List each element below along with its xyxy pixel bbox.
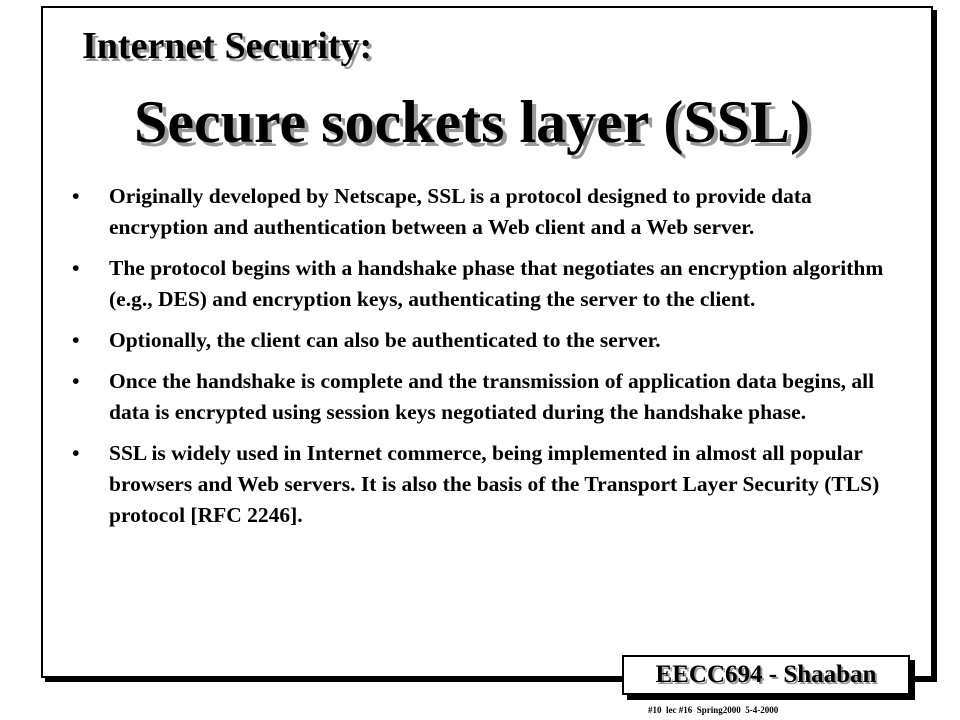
- bullet-item: [72, 181, 912, 243]
- bullet-list: [72, 181, 912, 541]
- slide-title: Internet Security:: [82, 25, 373, 67]
- bullet-marker: •: [72, 441, 80, 465]
- slide-footnote: #10 lec #16 Spring2000 5-4-2000: [648, 705, 779, 715]
- bullet-item: [72, 253, 912, 315]
- bullet-text: Optionally, the client can also be authenticated to the server.: [109, 328, 661, 352]
- bullet-text: The protocol begins with a handshake phase that negotiates an encryption algorithm (e.g., DES) and encryption keys, authenticating the server to the client.: [109, 256, 884, 311]
- bullet-item: [72, 366, 912, 428]
- bullet-item: [72, 438, 912, 531]
- bullet-text: Originally developed by Netscape, SSL is a protocol designed to provide data encryption and authentication between a Web client and a Web server.: [109, 184, 812, 239]
- bullet-text: SSL is widely used in Internet commerce, being implemented in almost all popular browsers and Web servers. It is also the basis of the Transport Layer Security (TLS) protocol [RFC 2246].: [109, 441, 880, 527]
- bullet-item: [72, 325, 912, 356]
- bullet-marker: •: [72, 328, 80, 352]
- bullet-marker: •: [72, 369, 80, 393]
- bullet-text: Once the handshake is complete and the transmission of application data begins, all data is encrypted using session keys negotiated during the handshake phase.: [109, 369, 875, 424]
- course-label-box: EECC694 - Shaaban: [622, 655, 910, 695]
- bullet-marker: •: [72, 184, 80, 208]
- slide-subtitle: Secure sockets layer (SSL): [134, 89, 811, 155]
- bullet-marker: •: [72, 256, 80, 280]
